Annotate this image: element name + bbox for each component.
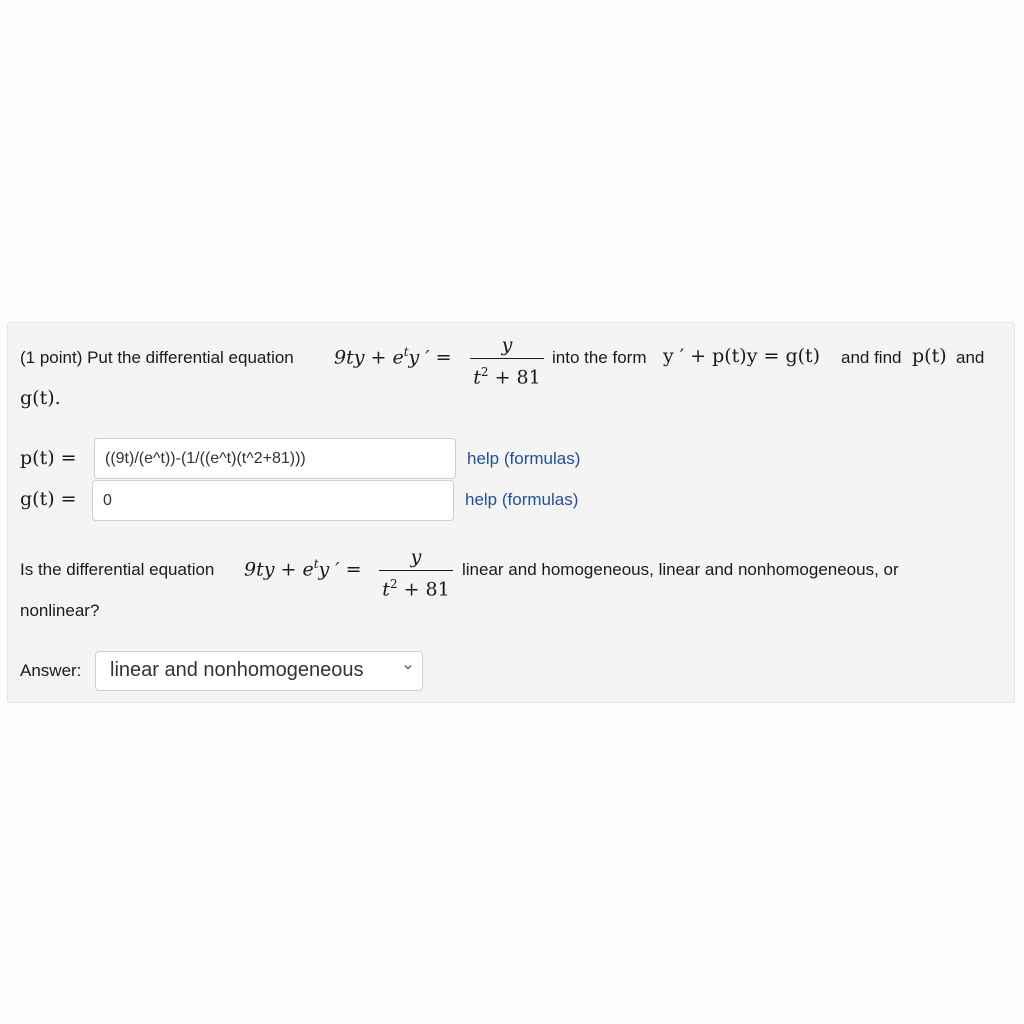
fraction-denominator: $t^2 + 81$ [473,365,541,389]
g-of-t-ref: g(t). [20,387,61,409]
equation-fraction [470,334,544,388]
p-field-label: p(t) = [20,447,77,469]
answer-label: Answer: [20,661,82,680]
problem-intro: (1 point) Put the differential equation [20,348,294,367]
and-text: and [956,348,985,367]
question2-fraction [379,546,453,600]
equation-lhs: $9ty + e^ty$ ′ = [334,345,452,369]
question2-prefix: Is the differential equation [20,560,215,579]
fraction-bar [470,358,544,359]
g-answer-input[interactable] [92,480,454,521]
standard-form: y ′ + p(t)y = g(t) [663,345,821,367]
question2-suffix: linear and homogeneous, linear and nonhomogeneous, or [462,560,899,579]
into-form-text: into the form [552,348,647,367]
answer-select[interactable] [95,651,423,691]
p-help-formulas-link[interactable]: help (formulas) [467,449,581,468]
question2-equation-lhs: $9ty + e^ty$ ′ = [244,557,362,581]
question2-end: nonlinear? [20,601,100,620]
answer-selected-value: linear and nonhomogeneous [110,659,364,681]
and-find-text: and find [841,348,902,367]
fraction-numerator: y [501,334,513,356]
chevron-down-icon [404,663,412,671]
g-help-formulas-link[interactable]: help (formulas) [465,490,579,509]
fraction-numerator: y [410,546,422,568]
p-answer-input[interactable] [94,438,456,479]
p-of-t-ref: p(t) [912,345,947,367]
fraction-denominator: $t^2 + 81$ [382,577,450,601]
g-field-label: g(t) = [20,488,77,510]
fraction-bar [379,570,453,571]
